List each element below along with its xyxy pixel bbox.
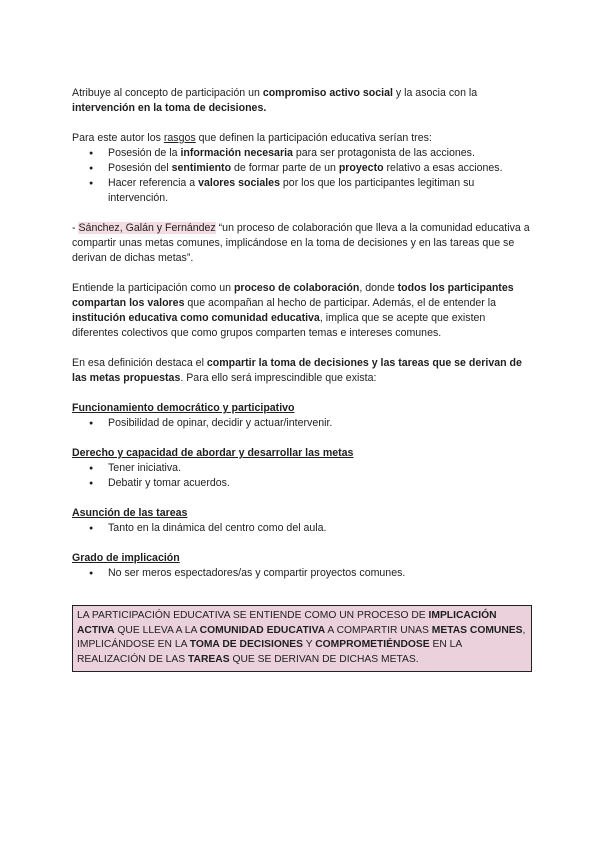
list-item: ● Debatir y tomar acuerdos. <box>108 476 532 491</box>
list-item: ● Hacer referencia a valores sociales por los que los participantes legitiman su intervención. <box>108 176 532 206</box>
list-item: ● Posibilidad de opinar, decidir y actuar/intervenir. <box>108 416 532 431</box>
text: y la asocia con la <box>392 87 478 99</box>
section-heading: Derecho y capacidad de abordar y desarrollar las metas <box>72 447 354 459</box>
section-heading: Funcionamiento democrático y participativo <box>72 402 295 414</box>
section-heading: Grado de implicación <box>72 552 180 564</box>
quote-paragraph <box>72 221 532 266</box>
section-list <box>72 566 532 581</box>
dash: - <box>72 222 79 234</box>
rasgos-list <box>72 146 532 206</box>
intro-paragraph <box>72 86 532 116</box>
section-list <box>72 461 532 491</box>
list-item: ● Tener iniciativa. <box>108 461 532 476</box>
list-item: ● Posesión del sentimiento de formar parte de un proyecto relativo a esas acciones. <box>108 161 532 176</box>
collaboration-paragraph: Entiende la participación como un proceso de colaboración, donde todos los participantes compartan los valores que acompañan al hecho de participar. Además, el de entender la institución educativa como comunidad educativa, implica que se acepte que existen diferentes colectivos que como grupos comparten temas e intereses comunes. <box>72 282 514 339</box>
list-item: ● No ser meros espectadores/as y compartir proyectos comunes. <box>108 566 532 581</box>
list-item: ● Posesión de la información necesaria para ser protagonista de las acciones. <box>108 146 532 161</box>
section-list <box>72 521 532 536</box>
list-item: ● Tanto en la dinámica del centro como del aula. <box>108 521 532 536</box>
rasgos-paragraph <box>72 131 532 146</box>
section-list <box>72 416 532 431</box>
document-body <box>72 86 532 672</box>
text: Para este autor los <box>72 132 164 144</box>
text: Atribuye al concepto de participación un <box>72 87 263 99</box>
highlighted-authors: Sánchez, Galán y Fernández <box>78 222 216 234</box>
section-heading: Asunción de las tareas <box>72 507 188 519</box>
bold-text: compromiso activo social <box>262 87 393 99</box>
text: que definen la participación educativa serían tres: <box>195 132 432 144</box>
bold-text: intervención en la toma de decisiones. <box>72 102 267 114</box>
underlined-text: rasgos <box>163 132 196 144</box>
quote-text: “un proceso de colaboración que lleva a la comunidad educativa a compartir unas metas comunes, implicándose en la toma de decisiones y en las tareas que se derivan de dichas metas”. <box>72 222 530 264</box>
summary-box: LA PARTICIPACIÓN EDUCATIVA SE ENTIENDE COMO UN PROCESO DE IMPLICACIÓN ACTIVA QUE LLEVA A LA COMUNIDAD EDUCATIVA A COMPARTIR UNAS METAS COMUNES, IMPLICÁNDOSE EN LA TOMA DE DECISIONES Y COMPROMETIÉNDOSE EN LA REALIZACIÓN DE LAS TAREAS QUE SE DERIVAN DE DICHAS METAS. <box>72 605 532 672</box>
definition-paragraph: En esa definición destaca el compartir la toma de decisiones y las tareas que se derivan de las metas propuestas. Para ello será imprescindible que exista: <box>72 357 522 384</box>
